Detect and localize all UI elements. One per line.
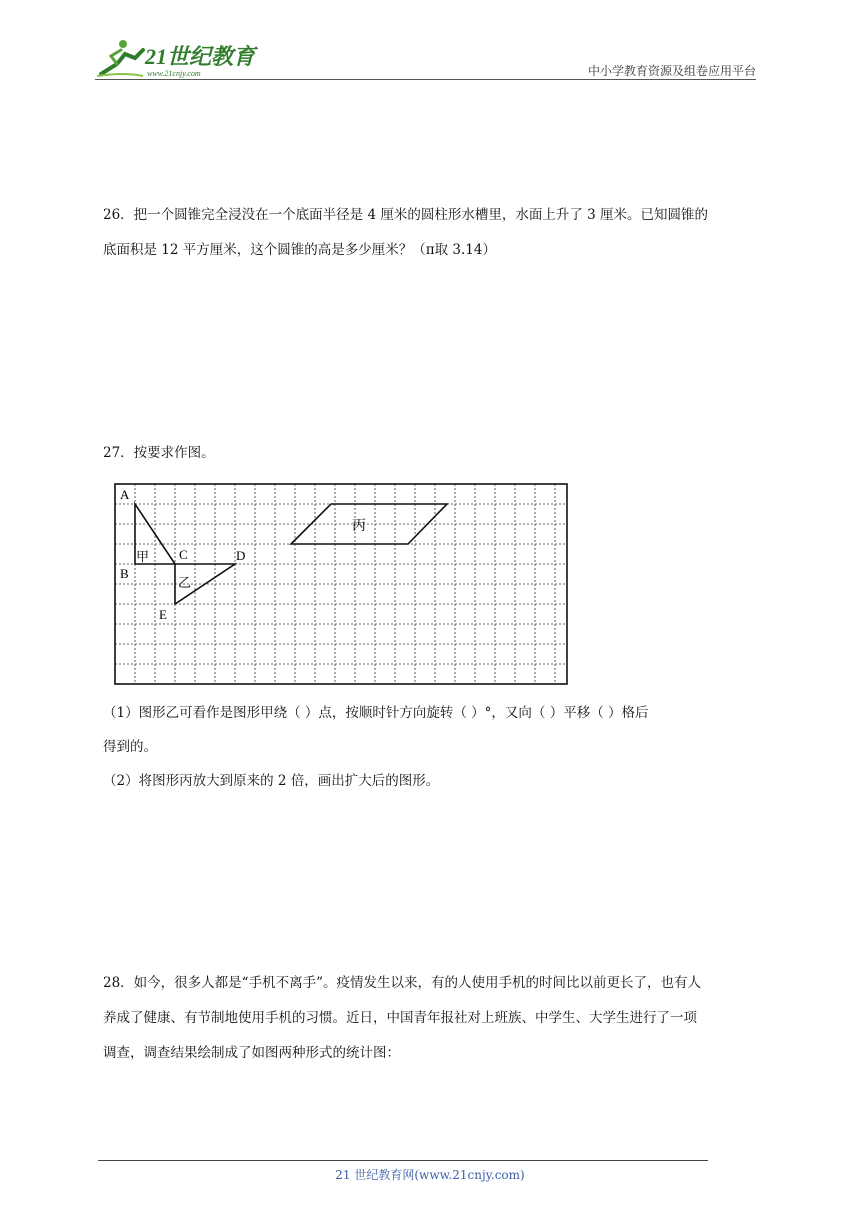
q27-sub2: （2）将图形丙放大到原来的 2 倍，画出扩大后的图形。	[103, 773, 440, 789]
footer-divider	[98, 1160, 708, 1161]
logo-text: 21世纪教育	[145, 44, 256, 69]
label-jia: 甲	[136, 549, 150, 564]
label-B: B	[120, 566, 129, 581]
header-divider	[95, 79, 756, 80]
runner-logo-icon	[97, 40, 143, 76]
label-C: C	[179, 547, 188, 562]
q28-line-3: 调查，调查结果绘制成了如图两种形式的统计图：	[103, 1045, 400, 1061]
q27-sub1-line-2: 得到的。	[103, 739, 157, 755]
site-logo	[95, 36, 265, 80]
q27-grid-figure	[100, 476, 580, 696]
label-A: A	[120, 487, 130, 502]
label-E: E	[159, 607, 167, 622]
footer-link[interactable]: 21 世纪教育网(www.21cnjy.com)	[335, 1168, 525, 1182]
label-bing: 丙	[352, 519, 366, 534]
q28-line-1: 28．如今，很多人都是“手机不离手”。疫情发生以来，有的人使用手机的时间比以前更长了，也有人	[103, 975, 701, 991]
logo-url: www.21cnjy.com	[147, 69, 201, 78]
platform-name: 中小学教育资源及组卷应用平台	[587, 64, 756, 78]
label-D: D	[236, 548, 246, 563]
q26-line-1: 26．把一个圆锥完全浸没在一个底面半径是 4 厘米的圆柱形水槽里，水面上升了 3 厘米。已知圆锥的	[103, 207, 709, 223]
q27-sub1-line-1: （1）图形乙可看作是图形甲绕（ ）点，按顺时针方向旋转（ ）°，又向（ ）平移（ ）格后	[103, 705, 649, 721]
q27-title: 27．按要求作图。	[103, 445, 215, 461]
q26-line-2: 底面积是 12 平方厘米，这个圆锥的高是多少厘米？（π取 3.14）	[103, 242, 496, 258]
label-yi: 乙	[178, 575, 192, 590]
q28-line-2: 养成了健康、有节制地使用手机的习惯。近日，中国青年报社对上班族、中学生、大学生进行了一项	[103, 1010, 697, 1026]
